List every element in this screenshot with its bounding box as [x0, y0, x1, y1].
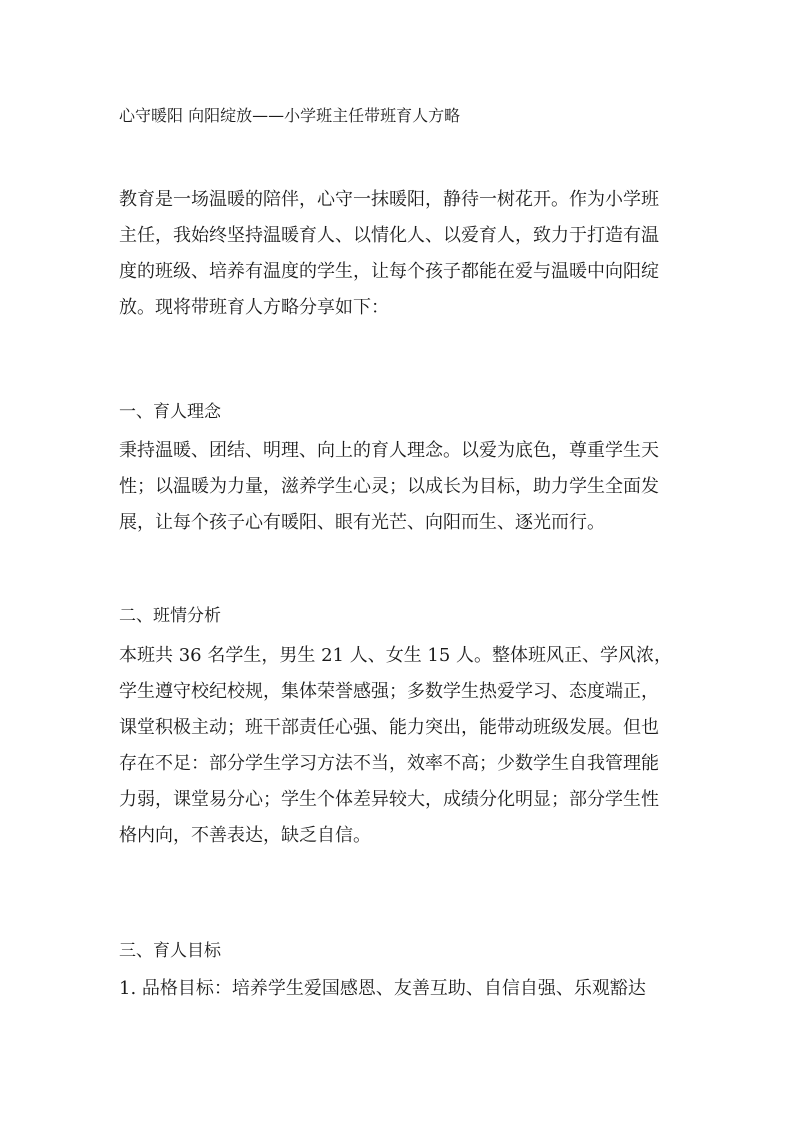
intro-line: 主任，我始终坚持温暖育人、以情化人、以爱育人，致力于打造有温 [119, 225, 659, 246]
body-line: 力弱，课堂易分心；学生个体差异较大，成绩分化明显；部分学生性 [119, 789, 659, 810]
section-heading-class-analysis: 二、班情分析 [119, 606, 221, 626]
section-body-philosophy [119, 433, 679, 541]
intro-line: 放。现将带班育人方略分享如下： [119, 297, 389, 318]
intro-paragraph [119, 182, 679, 326]
body-line: 性；以温暖为力量，滋养学生心灵；以成长为目标，助力学生全面发 [119, 476, 659, 497]
section-heading-goals: 三、育人目标 [119, 941, 221, 961]
intro-line: 教育是一场温暖的陪伴，心守一抹暖阳，静待一树花开。作为小学班 [119, 189, 659, 210]
body-line: 学生遵守校纪校规，集体荣誉感强；多数学生热爱学习、态度端正， [119, 681, 659, 702]
body-line: 课堂积极主动；班干部责任心强、能力突出，能带动班级发展。但也 [119, 717, 659, 738]
body-line: 展，让每个孩子心有暖阳、眼有光芒、向阳而生、逐光而行。 [119, 512, 605, 533]
document-title: 心守暖阳 向阳绽放——小学班主任带班育人方略 [119, 106, 461, 125]
section-body-class-analysis [119, 638, 679, 854]
section-heading-philosophy: 一、育人理念 [119, 402, 221, 422]
body-line: 本班共 36 名学生，男生 21 人、女生 15 人。整体班风正、学风浓， [119, 645, 673, 666]
body-line: 格内向，不善表达，缺乏自信。 [119, 825, 371, 846]
body-line: 1. 品格目标：培养学生爱国感恩、友善互助、自信自强、乐观豁达 [119, 978, 646, 999]
body-line: 存在不足：部分学生学习方法不当，效率不高；少数学生自我管理能 [119, 753, 659, 774]
body-line: 秉持温暖、团结、明理、向上的育人理念。以爱为底色，尊重学生天 [119, 440, 659, 461]
section-body-goals [119, 971, 679, 1007]
intro-line: 度的班级、培养有温度的学生，让每个孩子都能在爱与温暖中向阳绽 [119, 261, 659, 282]
